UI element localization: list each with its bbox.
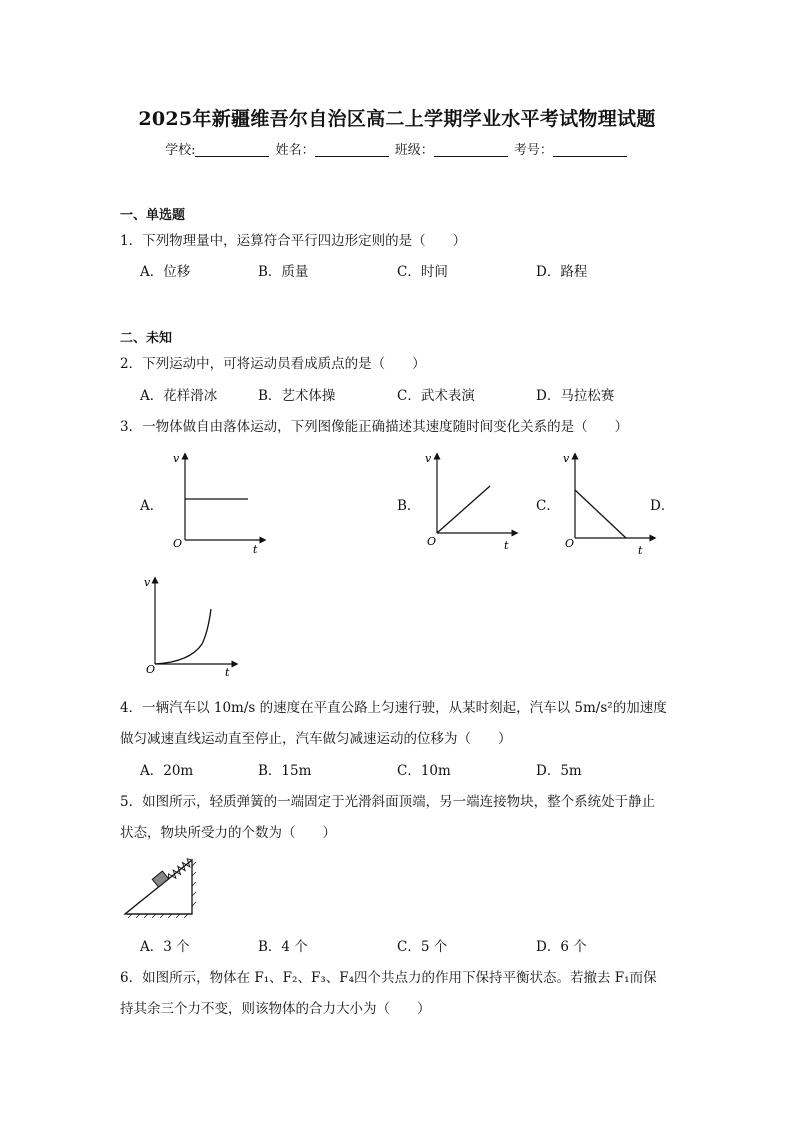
question-2-text: 2．下列运动中，可将运动员看成质点的是（ ） — [120, 356, 426, 372]
q5-option-c: C．5 个 — [397, 939, 448, 955]
q4-option-c: C．10m — [397, 763, 451, 779]
graph-b-origin: O — [427, 535, 437, 548]
section-heading-single-choice: 一、单选题 — [120, 208, 186, 223]
incline-hatch — [128, 862, 196, 918]
q4-option-b: B．15m — [258, 763, 312, 779]
class-blank — [434, 142, 508, 157]
q1-option-a: A．位移 — [140, 264, 191, 280]
q1-option-c: C．时间 — [397, 264, 448, 280]
id-blank — [553, 142, 627, 157]
graph-d-y-label: v — [144, 576, 151, 589]
question-6-text-line-1: 6．如图所示，物体在 F₁、F₂、F₃、F₄四个共点力的作用下保持平衡状态。若撤去 F₁而保 — [120, 970, 657, 986]
q2-option-b: B．艺术体操 — [258, 388, 336, 404]
q4-option-d: D．5m — [536, 763, 582, 779]
q4-option-a: A．20m — [140, 763, 194, 779]
q2-option-c: C．武术表演 — [397, 388, 475, 404]
graph-b-curve — [437, 486, 490, 533]
graph-d-x-label: t — [225, 666, 230, 678]
id-label: 考号： — [513, 143, 553, 158]
q3-option-a-label: A． — [140, 498, 164, 514]
graph-b-proportional — [420, 450, 520, 558]
q3-option-d-label: D． — [650, 498, 675, 514]
graph-b-x-label: t — [504, 539, 509, 552]
question-5-text-line-2: 状态，物块所受力的个数为（ ） — [120, 825, 336, 841]
q2-option-d: D．马拉松赛 — [536, 388, 615, 404]
student-info-line — [0, 139, 794, 158]
school-blank — [195, 142, 269, 157]
question-4-text-line-2: 做匀减速直线运动直至停止，汽车做匀减速运动的位移为（ ） — [120, 731, 512, 747]
question-5-text-line-1: 5．如图所示，轻质弹簧的一端固定于光滑斜面顶端，另一端连接物块，整个系统处于静止 — [120, 794, 656, 810]
graph-a-horizontal — [168, 450, 268, 558]
q2-option-a: A．花样滑冰 — [140, 388, 218, 404]
graph-d-curve — [155, 609, 211, 664]
question-1-text: 1．下列物理量中，运算符合平行四边形定则的是（ ） — [120, 233, 467, 249]
q5-option-a: A．3 个 — [140, 939, 190, 955]
name-blank — [315, 142, 389, 157]
name-label: 姓名： — [275, 143, 315, 158]
q1-option-d: D．路程 — [536, 264, 588, 280]
graph-c-curve — [575, 490, 626, 538]
q3-option-c-label: C． — [536, 498, 560, 514]
graph-a-x-label: t — [253, 543, 258, 556]
q3-option-b-label: B． — [397, 498, 421, 514]
exam-title: 2025年新疆维吾尔自治区高二上学期学业水平考试物理试题 — [138, 108, 656, 130]
school-label: 学校: — [165, 143, 196, 158]
graph-c-y-label: v — [563, 452, 570, 465]
class-label: 班级： — [394, 143, 434, 158]
graph-c-origin: O — [565, 537, 575, 550]
graph-c-x-label: t — [638, 544, 643, 557]
incline-spring-diagram — [120, 852, 200, 918]
block — [152, 871, 168, 887]
q1-option-b: B．质量 — [258, 264, 309, 280]
graph-b-y-label: v — [425, 452, 432, 465]
graph-a-origin: O — [173, 537, 183, 550]
q5-option-b: B．4 个 — [258, 939, 308, 955]
graph-a-y-label: v — [173, 452, 180, 465]
graph-d-accelerating — [140, 574, 240, 678]
question-3-text: 3．一物体做自由落体运动，下列图像能正确描述其速度随时间变化关系的是（ ） — [120, 419, 629, 435]
question-4-text-line-1: 4．一辆汽车以 10m/s 的速度在平直公路上匀速行驶，从某时刻起，汽车以 5m/s²的加速度 — [120, 700, 667, 716]
q5-option-d: D．6 个 — [536, 939, 587, 955]
graph-d-origin: O — [146, 663, 156, 676]
graph-c-decreasing — [558, 450, 658, 558]
question-6-text-line-2: 持其余三个力不变，则该物体的合力大小为（ ） — [120, 1001, 431, 1017]
section-heading-unknown: 二、未知 — [120, 331, 173, 346]
